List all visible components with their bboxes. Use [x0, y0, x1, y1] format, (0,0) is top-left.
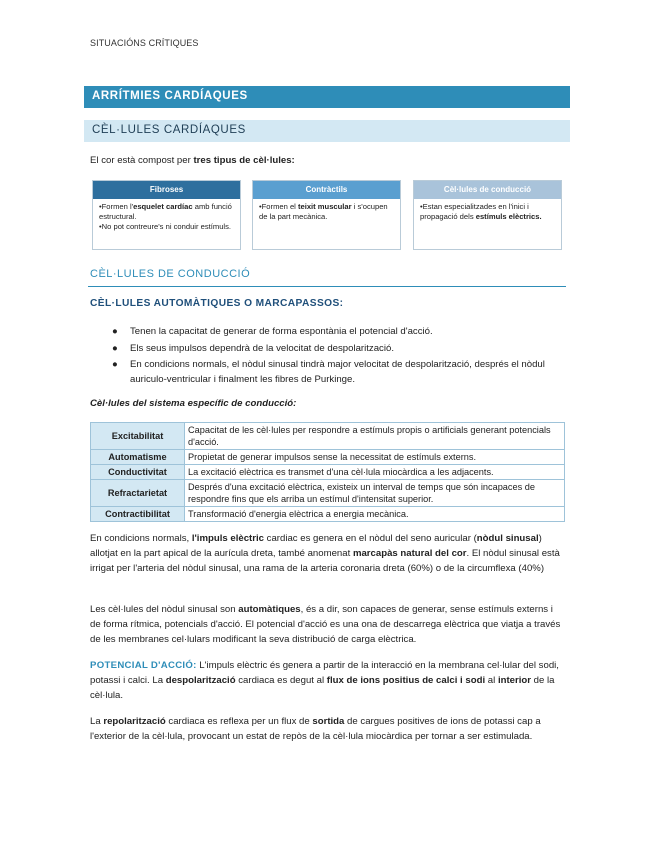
- action-potential-label: POTENCIAL D'ACCIÓ:: [90, 660, 197, 671]
- bullet-item: Tenen la capacitat de generar de forma espontània el potencial d'acció.: [130, 326, 433, 337]
- paragraph-action-potential: POTENCIAL D'ACCIÓ: L'impuls elèctric és genera a partir de la interacció en la membrana cel·lular del sodi, potassi i calci. La despolarització cardiaca es degut al flux de ions positius de calci i sodi al interior de la cèl·lula.: [90, 660, 559, 701]
- bullet-item: En condicions normals, el nòdul sinusal tindrà major velocitat de despolarització, després el nòdul auriculo-ventricular i finalment les fibres de Purkinge.: [130, 359, 545, 385]
- table-term: Refractarietat: [91, 480, 185, 507]
- table-row: [91, 507, 565, 522]
- cell-box-fibroses: [92, 180, 241, 250]
- paragraph-automatic: Les cèl·lules del nòdul sinusal son automàtiques, és a dir, son capaces de generar, sense estímuls externs i de forma rítmica, potencials d'acció. El potencial d'acció es una ona de descarrega elèctrica que viatja a través de les membranes cel·lulars modificant la seva distribució de carga elèctrica.: [90, 604, 561, 645]
- table-desc: La excitació elèctrica es transmet d'una cèl·lula miocàrdica a les adjacents.: [185, 465, 565, 480]
- cell-box-title: Cèl·lules de conducció: [414, 181, 561, 199]
- cell-box-title: Fibroses: [93, 181, 240, 199]
- cell-box-conduction: [413, 180, 562, 250]
- table-desc: Propietat de generar impulsos sense la necessitat de estímuls externs.: [185, 450, 565, 465]
- heading-rule: [88, 286, 566, 287]
- heading-conduction-cells: CÈL·LULES DE CONDUCCIÓ: [90, 268, 251, 280]
- table-title: Cèl·lules del sistema específic de conducció:: [90, 398, 297, 409]
- bullet-marker: ●: [112, 326, 118, 337]
- table-row: [91, 465, 565, 480]
- conduction-properties-table: [90, 422, 565, 522]
- section-title-arrhythmias: ARRÍTMIES CARDÍAQUES: [84, 86, 570, 108]
- subheading-pacemaker-cells: CÈL·LULES AUTOMÀTIQUES O MARCAPASSOS:: [90, 298, 344, 309]
- table-row: [91, 450, 565, 465]
- cell-box-title: Contràctils: [253, 181, 400, 199]
- table-row: [91, 480, 565, 507]
- table-term: Conductivitat: [91, 465, 185, 480]
- paragraph-impulse: En condicions normals, l'impuls elèctric cardiac es genera en el nòdul del seno auricular (nòdul sinusal) allotjat en la part apical de la aurícula dreta, també anomenat marcapàs natural del cor. El nòdul sinusal està irrigat per l'arteria del nòdul sinusal, una rama de la arteria coronaria dreta (60%) o de la circumflexa (40%): [90, 533, 560, 574]
- cell-box-contractile: [252, 180, 401, 250]
- cell-box-body: •Formen el teixit muscular i s'ocupen de la part mecànica.: [259, 202, 388, 221]
- table-desc: Transformació d'energia elèctrica a energia mecànica.: [185, 507, 565, 522]
- cell-box-body: •Estan especialitzades en l'inici i propagació dels estímuls elèctrics.: [420, 202, 542, 221]
- table-desc: Després d'una excitació elèctrica, existeix un interval de temps que són incapaces de respondre fins que els arriba un estímul d'intensitat superior.: [185, 480, 565, 507]
- bullet-marker: ●: [112, 359, 118, 370]
- cell-box-body: •Formen l'esquelet cardíac amb funció estructural. •No pot contreure's ni conduir estímuls.: [99, 202, 232, 231]
- section-title-cardiac-cells: CÈL·LULES CARDÍAQUES: [84, 120, 570, 142]
- table-term: Contractibilitat: [91, 507, 185, 522]
- paragraph-repolarization: La repolarització cardiaca es reflexa per un flux de sortida de cargues positives de ions de potassi cap a l'exterior de la cèl·lula, provocant un estat de repòs de la cèl·lula miocàrdica per tornar a ser estimulada.: [90, 716, 541, 742]
- table-term: Excitabilitat: [91, 423, 185, 450]
- table-desc: Capacitat de les cèl·lules per respondre a estímuls propis o artificials generant potencials d'acció.: [185, 423, 565, 450]
- table-term: Automatisme: [91, 450, 185, 465]
- intro-text: El cor està compost per tres tipus de cèl·lules:: [90, 155, 295, 166]
- running-header: SITUACIÓNS CRÍTIQUES: [90, 38, 199, 48]
- bullet-marker: ●: [112, 343, 118, 354]
- bullet-item: Els seus impulsos dependrà de la velocitat de despolarització.: [130, 343, 394, 354]
- table-row: [91, 423, 565, 450]
